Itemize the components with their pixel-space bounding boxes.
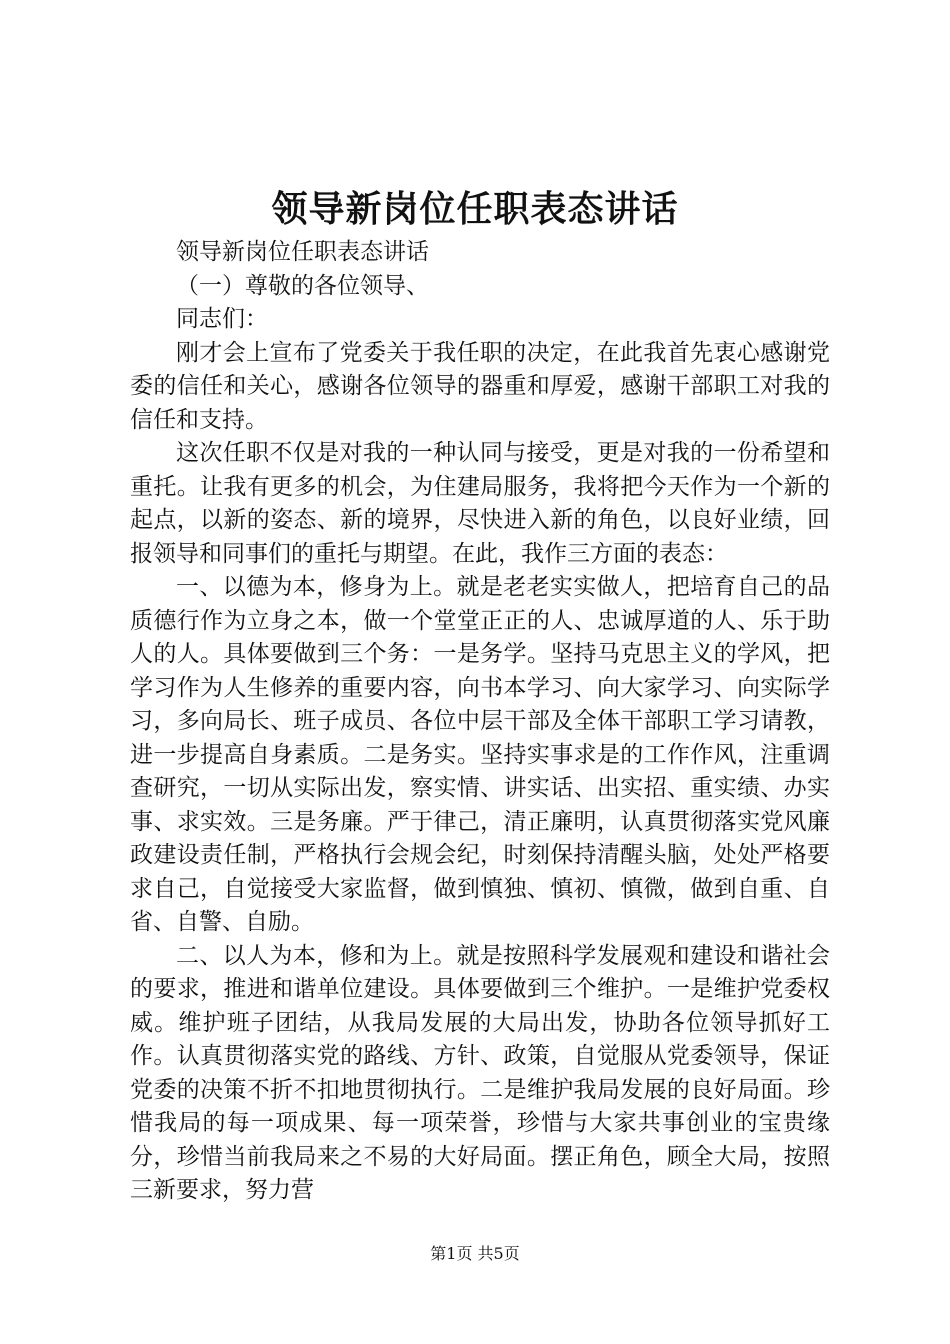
document-title: 领导新岗位任职表态讲话 <box>271 188 679 230</box>
body-paragraph: 这次任职不仅是对我的一种认同与接受，更是对我的一份希望和重托。让我有更多的机会，为住建局服务，我将把今天作为一个新的起点，以新的姿态、新的境界，尽快进入新的角色，以良好业绩，回报领导和同事们的重托与期望。在此，我作三方面的表态： <box>130 440 830 567</box>
body-paragraph: （一）尊敬的各位领导、 <box>176 272 429 299</box>
page-footer: 第1页 共5页 <box>430 1244 520 1263</box>
body-paragraph: 一、以德为本，修身为上。就是老老实实做人，把培育自己的品质德行作为立身之本，做一个堂堂正正的人、忠诚厚道的人、乐于助人的人。具体要做到三个务：一是务学。坚持马克思主义的学风，把学习作为人生修养的重要内容，向书本学习、向大家学习、向实际学习，多向局长、班子成员、各位中层干部及全体干部职工学习请教，进一步提高自身素质。二是务实。坚持实事求是的工作作风，注重调查研究，一切从实际出发，察实情、讲实话、出实招、重实绩、办实事、求实效。三是务廉。严于律己，清正廉明，认真贯彻落实党风廉政建设责任制，严格执行会规会纪，时刻保持清醒头脑，处处严格要求自己，自觉接受大家监督，做到慎独、慎初、慎微，做到自重、自省、自警、自励。 <box>130 574 830 935</box>
body-paragraph: 二、以人为本，修和为上。就是按照科学发展观和建设和谐社会的要求，推进和谐单位建设。具体要做到三个维护。一是维护党委权威。维护班子团结，从我局发展的大局出发，协助各位领导抓好工作。认真贯彻落实党的路线、方针、政策，自觉服从党委领导，保证党委的决策不折不扣地贯彻执行。二是维护我局发展的良好局面。珍惜我局的每一项成果、每一项荣誉，珍惜与大家共事创业的宝贵缘分，珍惜当前我局来之不易的大好局面。摆正角色，顾全大局，按照三新要求，努力营 <box>130 942 830 1203</box>
body-paragraph: 领导新岗位任职表态讲话 <box>176 239 429 265</box>
body-paragraph: 刚才会上宣布了党委关于我任职的决定，在此我首先衷心感谢党委的信任和关心，感谢各位领导的器重和厚爱，感谢干部职工对我的信任和支持。 <box>130 339 830 433</box>
document-body <box>130 236 830 1208</box>
body-paragraph: 同志们： <box>176 306 268 332</box>
